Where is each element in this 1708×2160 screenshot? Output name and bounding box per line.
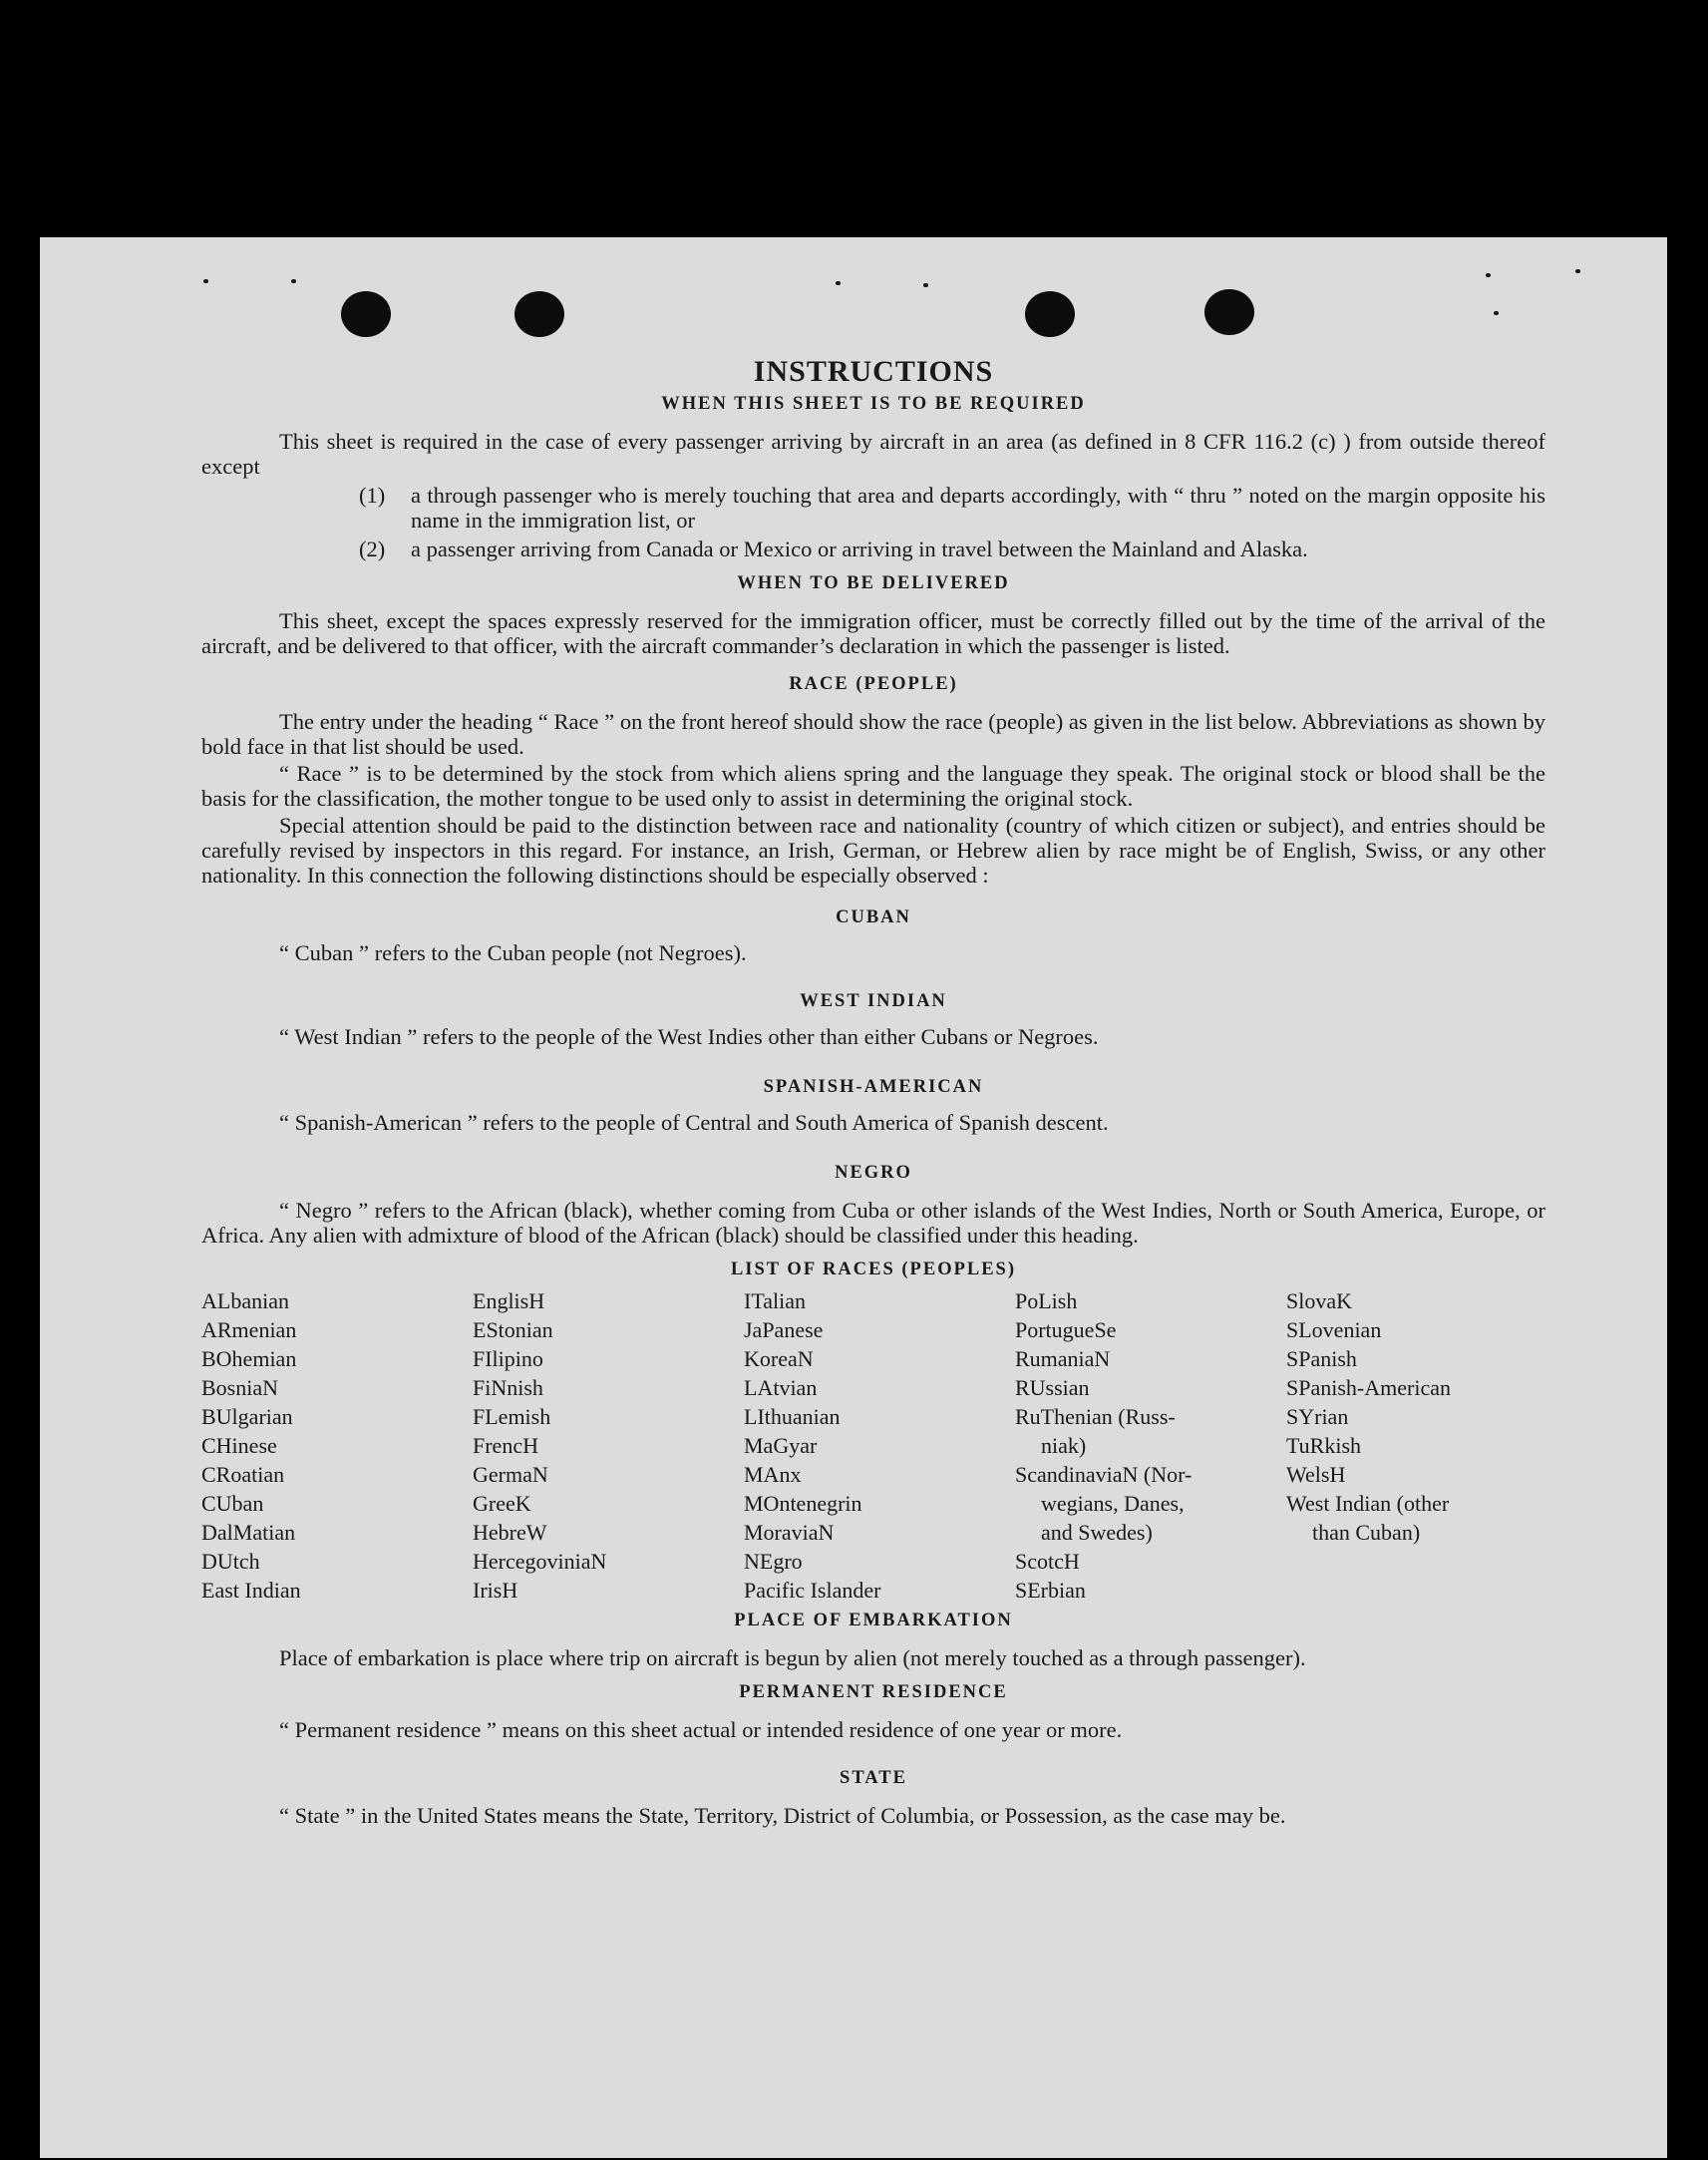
race-item: niak) xyxy=(1041,1433,1087,1458)
speck xyxy=(1575,269,1580,273)
race-item: BUlgarian xyxy=(201,1404,293,1429)
race-item: ITalian xyxy=(744,1288,806,1313)
page-title: INSTRUCTIONS xyxy=(753,355,994,388)
section-heading: CUBAN xyxy=(836,907,911,927)
race-item: SYrian xyxy=(1286,1404,1349,1429)
race-item: PoLish xyxy=(1015,1288,1078,1313)
race-item: SErbian xyxy=(1015,1578,1086,1603)
race-item: ARmenian xyxy=(201,1317,297,1342)
speck xyxy=(1486,273,1491,277)
paragraph: “ West Indian ” refers to the people of the West Indies other than either Cubans or Negroes. xyxy=(279,1024,1099,1049)
speck xyxy=(1494,311,1499,315)
races-column xyxy=(201,1286,473,1605)
document-sheet xyxy=(40,237,1667,2158)
race-item: KoreaN xyxy=(744,1346,814,1371)
section-heading: PERMANENT RESIDENCE xyxy=(739,1682,1008,1702)
race-item: MOntenegrin xyxy=(744,1491,862,1516)
races-list xyxy=(201,1286,1516,1605)
section-heading: WEST INDIAN xyxy=(800,991,947,1011)
section-heading: RACE (PEOPLE) xyxy=(789,674,958,694)
paragraph: The entry under the heading “ Race ” on the front hereof should show the race (people) as given in the list below. Abbreviations as shown by bold face in that list should be used. xyxy=(201,709,1545,759)
race-item: MaGyar xyxy=(744,1433,818,1458)
race-item: TuRkish xyxy=(1286,1433,1362,1458)
race-item: CUban xyxy=(201,1491,264,1516)
race-item: PortugueSe xyxy=(1015,1317,1117,1342)
race-item: SPanish xyxy=(1286,1346,1357,1371)
race-item: CHinese xyxy=(201,1433,277,1458)
speck xyxy=(923,283,928,287)
race-item: FIlipino xyxy=(473,1346,543,1371)
race-item: DUtch xyxy=(201,1549,260,1574)
section-heading: PLACE OF EMBARKATION xyxy=(734,1611,1013,1630)
item-number: (2) xyxy=(359,537,386,561)
speck xyxy=(836,281,841,285)
paragraph: This sheet, except the spaces expressly reserved for the immigration officer, must be correctly filled out by the time of the arrival of the aircraft, and be delivered to that officer, with the aircraft commander’s declaration in which the passenger is listed. xyxy=(201,608,1545,658)
race-item: SLovenian xyxy=(1286,1317,1382,1342)
section-heading: WHEN THIS SHEET IS TO BE REQUIRED xyxy=(661,394,1086,414)
punch-hole xyxy=(341,291,391,337)
race-item: West Indian (other xyxy=(1286,1491,1450,1516)
race-item: ScotcH xyxy=(1015,1549,1080,1574)
race-item: IrisH xyxy=(473,1578,518,1603)
paragraph: “ State ” in the United States means the State, Territory, District of Columbia, or Possession, as the case may be. xyxy=(279,1803,1286,1828)
paragraph: “ Permanent residence ” means on this sheet actual or intended residence of one year or more. xyxy=(279,1717,1123,1742)
race-item: MAnx xyxy=(744,1462,802,1487)
race-item: NEgro xyxy=(744,1549,803,1574)
race-item: FiNnish xyxy=(473,1375,543,1400)
punch-hole xyxy=(514,291,564,337)
item-number: (1) xyxy=(359,483,386,508)
race-item: EStonian xyxy=(473,1317,553,1342)
race-item: than Cuban) xyxy=(1312,1520,1421,1545)
paragraph: “ Negro ” refers to the African (black), whether coming from Cuba or other islands of the West Indies, North or South America, Europe, or Africa. Any alien with admixture of blood of the African (black) should be classified under this heading. xyxy=(201,1198,1545,1248)
section-heading: NEGRO xyxy=(835,1163,912,1183)
races-column xyxy=(1015,1286,1286,1605)
section-heading: LIST OF RACES (PEOPLES) xyxy=(730,1260,1017,1279)
race-item: RumaniaN xyxy=(1015,1346,1111,1371)
item-text: a through passenger who is merely touching that area and departs accordingly, with “ thru ” noted on the margin opposite his name in the immigration list, or xyxy=(411,483,1545,533)
race-item: GermaN xyxy=(473,1462,548,1487)
race-item: RUssian xyxy=(1015,1375,1090,1400)
race-item: SlovaK xyxy=(1286,1288,1352,1313)
races-column xyxy=(1286,1286,1516,1605)
race-item: CRoatian xyxy=(201,1462,285,1487)
race-item: East Indian xyxy=(201,1578,301,1603)
race-item: SPanish-American xyxy=(1286,1375,1451,1400)
paragraph: “ Race ” is to be determined by the stock from which aliens spring and the language they speak. The original stock or blood shall be the basis for the classification, the mother tongue to be used only to assist in determining the original stock. xyxy=(201,761,1545,811)
race-item: Pacific Islander xyxy=(744,1578,881,1603)
race-item: BOhemian xyxy=(201,1346,297,1371)
races-column xyxy=(473,1286,744,1605)
race-item: MoraviaN xyxy=(744,1520,835,1545)
speck xyxy=(203,279,208,283)
paragraph: “ Cuban ” refers to the Cuban people (not Negroes). xyxy=(279,940,747,965)
punch-hole xyxy=(1204,289,1254,335)
race-item: HebreW xyxy=(473,1520,547,1545)
section-heading: WHEN TO BE DELIVERED xyxy=(737,573,1010,593)
paragraph: “ Spanish-American ” refers to the people of Central and South America of Spanish descent. xyxy=(279,1110,1109,1135)
paragraph: This sheet is required in the case of every passenger arriving by aircraft in an area (as defined in 8 CFR 116.2 (c) ) from outside thereof except xyxy=(201,429,1545,479)
punch-hole xyxy=(1025,291,1075,337)
race-item: LIthuanian xyxy=(744,1404,841,1429)
list-item xyxy=(359,537,1545,561)
race-item: FrencH xyxy=(473,1433,538,1458)
race-item: HercegoviniaN xyxy=(473,1549,607,1574)
section-heading: SPANISH-AMERICAN xyxy=(763,1077,984,1097)
paragraph: Special attention should be paid to the distinction between race and nationality (country of which citizen or subject), and entries should be carefully revised by inspectors in this regard. For instance, an Irish, German, or Hebrew alien by race might be of English, Swiss, or any other nationality. In this connection the following distinctions should be especially observed : xyxy=(201,813,1545,888)
race-item: RuThenian (Russ- xyxy=(1015,1404,1176,1429)
race-item: and Swedes) xyxy=(1041,1520,1153,1545)
race-item: wegians, Danes, xyxy=(1041,1491,1185,1516)
item-text: a passenger arriving from Canada or Mexico or arriving in travel between the Mainland and Alaska. xyxy=(411,537,1308,561)
race-item: ScandinaviaN (Nor- xyxy=(1015,1462,1193,1487)
paragraph: Place of embarkation is place where trip on aircraft is begun by alien (not merely touched as a through passenger). xyxy=(279,1645,1306,1670)
race-item: GreeK xyxy=(473,1491,531,1516)
race-item: JaPanese xyxy=(744,1317,824,1342)
race-item: BosniaN xyxy=(201,1375,278,1400)
race-item: DalMatian xyxy=(201,1520,296,1545)
list-item xyxy=(359,483,1545,533)
section-heading: STATE xyxy=(840,1768,907,1788)
race-item: EnglisH xyxy=(473,1288,545,1313)
instructions-content xyxy=(201,355,1545,1828)
race-item: WelsH xyxy=(1286,1462,1346,1487)
race-item: ALbanian xyxy=(201,1288,289,1313)
races-column xyxy=(744,1286,1015,1605)
speck xyxy=(291,279,296,283)
race-item: FLemish xyxy=(473,1404,551,1429)
race-item: LAtvian xyxy=(744,1375,818,1400)
